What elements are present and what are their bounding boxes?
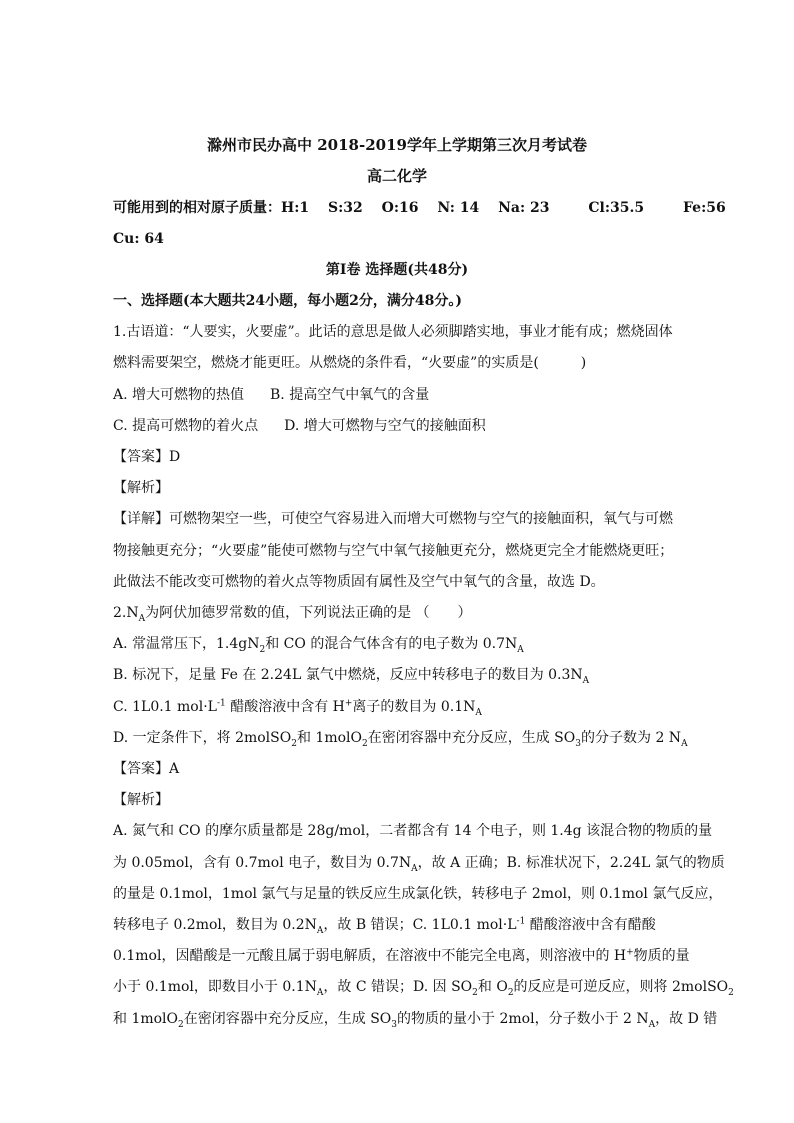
q2-option-a: A. 常温常压下，$1.4gN_2$和 CO 的混合气体含有的电子数为 $0.7N_A$ bbox=[113, 636, 524, 655]
q2-explain-line-7: 和 1molO$_2$在密闭容器中充分反应，生成 $SO_3$的物质的量小于 2mol，分子数小于 2 $N_A$，故 D 错 bbox=[113, 1011, 718, 1030]
q2-explain-line-1: A. 氮气和 CO 的摩尔质量都是 28g/mol，二者都含有 14 个电子，则 1.4g 该混合物的物质的量 bbox=[113, 823, 713, 839]
q2-explain-line-4: 转移电子 0.2mol，数目为 $0.2N_A$，故 B 错误；C. 1L0.1 $mol\cdot L^{-1}$ 醋酸溶液中含有醋酸 bbox=[113, 916, 656, 936]
q1-option-b: B. 提高空气中氧气的含量 bbox=[270, 387, 430, 403]
exam-title: 滁州市民办高中 2018-2019学年上学期第三次月考试卷 bbox=[207, 136, 587, 154]
q2-analysis-label: 【解析】 bbox=[113, 792, 169, 808]
atomic-mass-label: 可能用到的相对原子质量： bbox=[113, 200, 281, 216]
q2-explain-line-5: 0.1mol，因醋酸是一元酸且属于弱电解质，在溶液中不能完全电离，则溶液中的 H+物质的量 bbox=[113, 947, 690, 964]
q1-detail-line-2: 物接触更充分；“火要虚”能使可燃物与空气中氧气接触更充分，燃烧更完全才能燃烧更旺； bbox=[113, 543, 674, 559]
q1-stem-line-2: 燃料需要架空，燃烧才能更旺。从燃烧的条件看，“火要虚”的实质是( ) bbox=[113, 355, 587, 371]
q1-option-a: A. 增大可燃物的热值 bbox=[113, 387, 245, 403]
q2-stem: $2.N_A$为阿伏加德罗常数的值，下列说法正确的是 （ ） bbox=[113, 605, 472, 624]
q2-answer: 【答案】A bbox=[113, 761, 180, 777]
q1-option-c: C. 提高可燃物的着火点 bbox=[113, 418, 259, 434]
q2-option-c: C. 1L0.1 $mol\cdot L^{-1}$ 醋酸溶液中含有 H+离子的数目为 $0.1N_A$ bbox=[113, 698, 482, 718]
q1-options-ab bbox=[113, 385, 429, 405]
q1-options-cd bbox=[113, 416, 486, 436]
q2-explain-line-3: 的量是 0.1mol，1mol 氯气与足量的铁反应生成氯化铁，转移电子 2mol，则 0.1mol 氯气反应， bbox=[113, 886, 723, 902]
q1-stem-line-1: 1.古语道：“人要实，火要虚”。此话的意思是做人必须脚踏实地，事业才能有成；燃烧固体 bbox=[113, 324, 673, 340]
section-title: 第Ⅰ卷 选择题(共48分) bbox=[325, 262, 469, 278]
q1-option-d: D. 增大可燃物与空气的接触面积 bbox=[284, 418, 486, 434]
q2-explain-line-2: 为 0.05mol，含有 0.7mol 电子，数目为 $0.7N_A$，故 A 正确；B. 标准状况下，2.24L 氯气的物质 bbox=[113, 855, 725, 874]
subject-title: 高二化学 bbox=[366, 167, 427, 185]
q1-analysis-label: 【解析】 bbox=[113, 480, 169, 496]
q2-option-b: B. 标况下，足量 Fe 在 2.24L 氯气中燃烧，反应中转移电子的数目为 $0.3N_A$ bbox=[113, 667, 590, 686]
atomic-mass-line-2: Cu: 64 bbox=[113, 231, 164, 247]
q1-detail-line-1: 【详解】可燃物架空一些，可使空气容易进入而增大可燃物与空气的接触面积，氧气与可燃 bbox=[113, 511, 673, 527]
q2-explain-line-6: 小于 0.1mol，即数目小于 $0.1N_A$，故 C 错误；D. 因 $SO_2$和 $O_2$的反应是可逆反应，则将 2molSO$_2$ bbox=[113, 979, 734, 998]
section-instructions: 一、选择题(本大题共24小题，每小题2分，满分48分。) bbox=[113, 293, 462, 309]
q1-answer: 【答案】D bbox=[113, 449, 181, 465]
q2-option-d: D. 一定条件下，将 2molSO$_2$和 1molO$_2$在密闭容器中充分反应，生成 $SO_3$的分子数为 2 $N_A$ bbox=[113, 730, 688, 749]
q1-detail-line-3: 此做法不能改变可燃物的着火点等物质固有属性及空气中氧气的含量，故选 D。 bbox=[113, 574, 605, 590]
atomic-mass-line: 可能用到的相对原子质量：H:1 S:32 O:16 N: 14 Na: 23 Cl:35.5 Fe:56 bbox=[113, 200, 726, 216]
